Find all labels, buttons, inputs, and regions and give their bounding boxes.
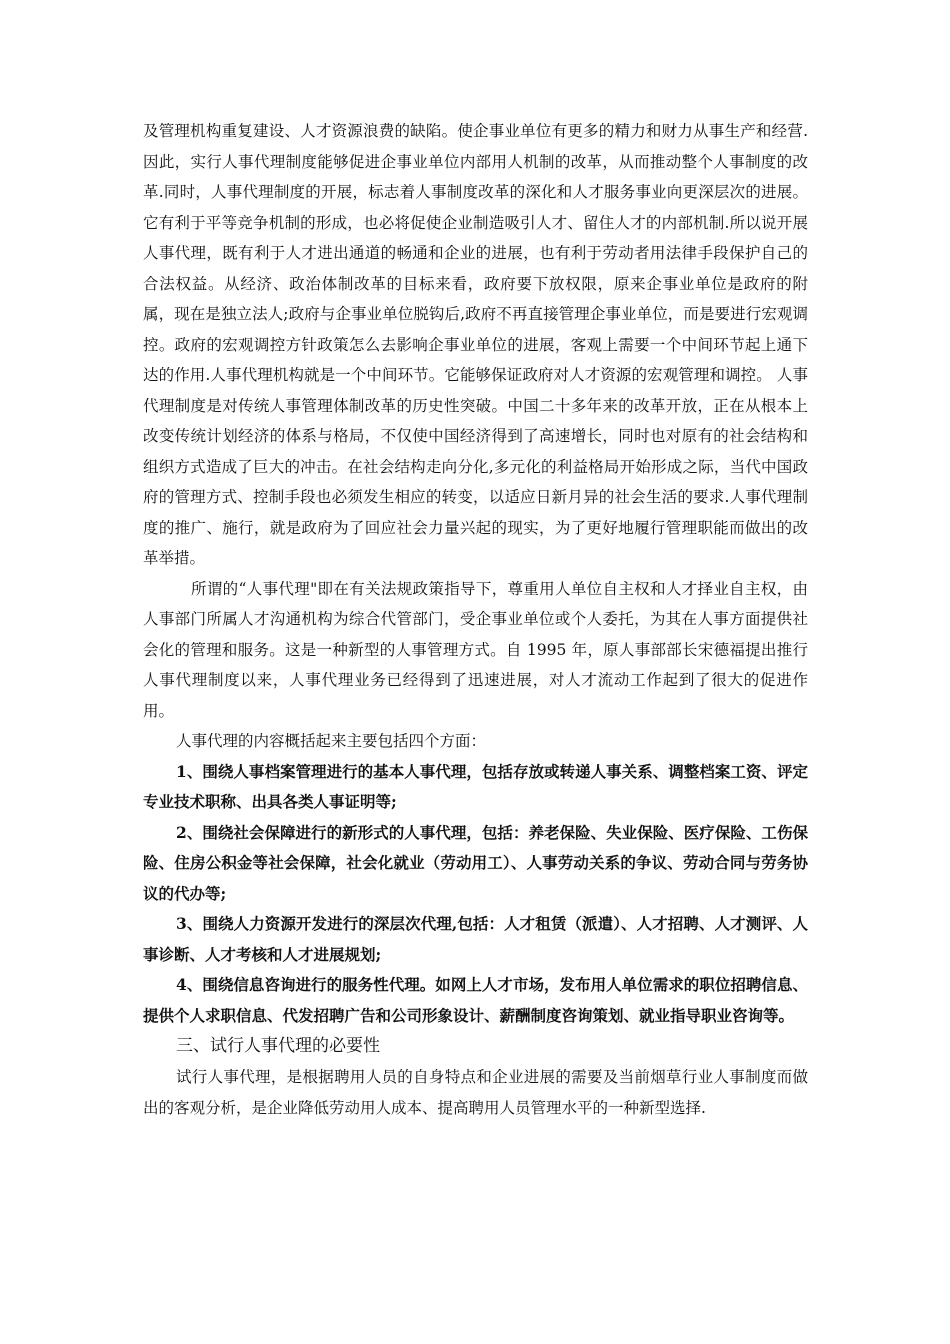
section-heading: 三、试行人事代理的必要性 [176, 1036, 380, 1056]
paragraph-content-intro: 人事代理的内容概括起来主要包括四个方面： [176, 732, 487, 750]
list-item-hr-development-agency: 3、围绕人力资源开发进行的深层次代理,包括：人才租赁（派遣）、人才招聘、人才测评、人事诊断、人才考核和人才进展规划; [143, 914, 808, 964]
list-item-info-consulting-agency: 4、围绕信息咨询进行的服务性代理。如网上人才市场，发布用人单位需求的职位招聘信息、提供个人求职信息、代发招聘广告和公司形象设计、薪酬制度咨询策划、就业指导职业咨询等。 [143, 975, 808, 1025]
document-page [143, 116, 808, 1123]
list-item-social-security-agency: 2、围绕社会保障进行的新形式的人事代理，包括：养老保险、失业保险、医疗保险、工伤保险、住房公积金等社会保障，社会化就业（劳动用工）、人事劳动关系的争议、劳动合同与劳务协议的代办等; [143, 822, 808, 903]
paragraph-closing: 试行人事代理，是根据聘用人员的自身特点和企业进展的需要及当前烟草行业人事制度而做出的客观分析，是企业降低劳动用人成本、提高聘用人员管理水平的一种新型选择. [143, 1068, 808, 1117]
paragraph-definition: 所谓的“人事代理"即在有关法规政策指导下，尊重用人单位自主权和人才择业自主权，由人事部门所属人才沟通机构为综合代管部门，受企事业单位或个人委托，为其在人事方面提供社会化的管理和服务。这是一种新型的人事管理方式。自 1995 年，原人事部部长宋德福提出推行人事代理制度以来，人事代理业务已经得到了迅速进展，对人才流动工作起到了很大的促进作用。 [143, 579, 808, 720]
list-item-archive-agency: 1、围绕人事档案管理进行的基本人事代理，包括存放或转递人事关系、调整档案工资、评定专业技术职称、出具各类人事证明等; [143, 761, 808, 811]
paragraph-reform-significance: 及管理机构重复建设、人才资源浪费的缺陷。使企事业单位有更多的精力和财力从事生产和经营.因此，实行人事代理制度能够促进企事业单位内部用人机制的改革，从而推动整个人事制度的改革.同时，人事代理制度的开展，标志着人事制度改革的深化和人才服务事业向更深层次的进展。它有利于平等竞争机制的形成，也必将促使企业制造吸引人才、留住人才的内部机制.所以说开展人事代理，既有利于人才进出通道的畅通和企业的进展，也有利于劳动者用法律手段保护自己的合法权益。从经济、政治体制改革的目标来看，政府要下放权限，原来企事业单位是政府的附属，现在是独立法人;政府与企事业单位脱钩后,政府不再直接管理企事业单位，而是要进行宏观调控。政府的宏观调控方针政策怎么去影响企事业单位的进展，客观上需要一个中间环节起上通下达的作用.人事代理机构就是一个中间环节。它能够保证政府对人才资源的宏观管理和调控。 人事代理制度是对传统人事管理体制改革的历史性突破。中国二十多年来的改革开放，正在从根本上改变传统计划经济的体系与格局，不仅使中国经济得到了高速增长，同时也对原有的社会结构和组织方式造成了巨大的冲击。在社会结构走向分化,多元化的利益格局开始形成之际，当代中国政府的管理方式、控制手段也必须发生相应的转变，以适应日新月异的社会生活的要求.人事代理制度的推广、施行，就是政府为了回应社会力量兴起的现实，为了更好地履行管理职能而做出的改革举措。 [143, 122, 808, 567]
